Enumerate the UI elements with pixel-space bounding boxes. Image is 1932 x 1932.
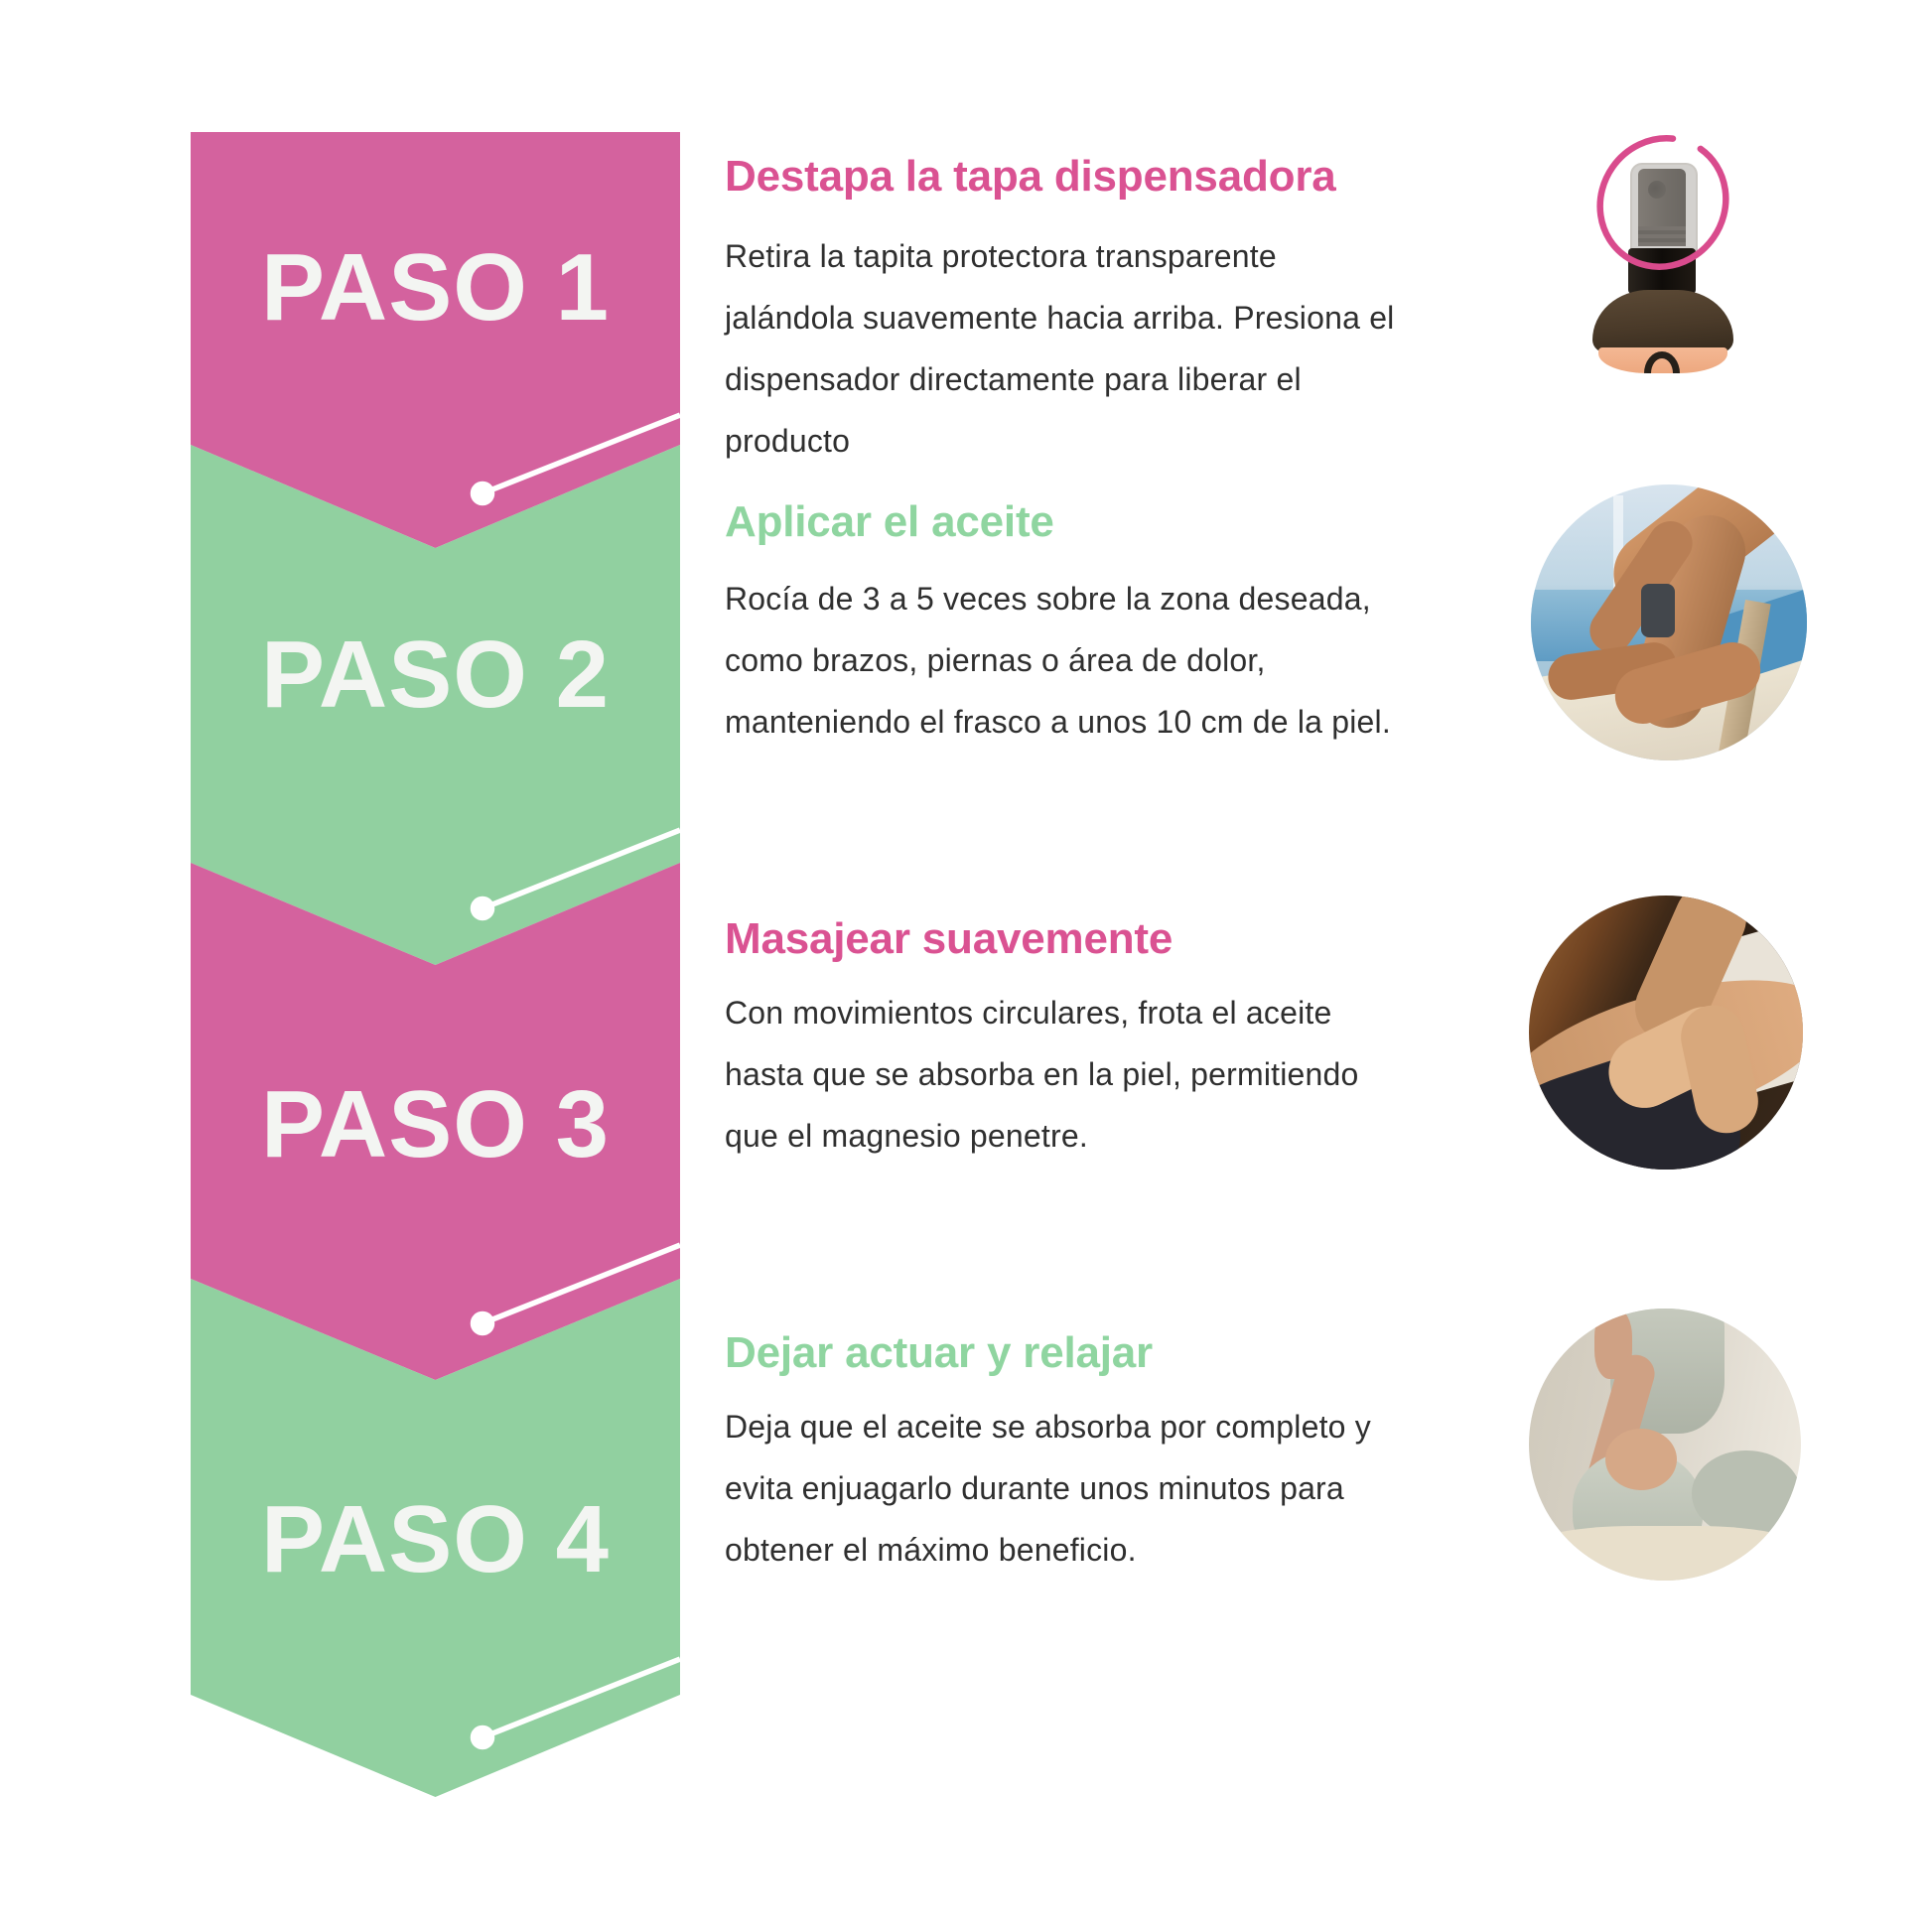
- paso-4-label: PASO 4: [261, 1486, 610, 1592]
- step-1-line-2: jalándola suavemente hacia arriba. Presiona el: [725, 300, 1395, 336]
- connector-dot-1: [474, 484, 492, 503]
- step-1-description: [725, 225, 1499, 472]
- step-3-line-1: Con movimientos circulares, frota el aceite: [725, 995, 1332, 1031]
- step-4-line-1: Deja que el aceite se absorba por completo y: [725, 1409, 1371, 1445]
- paso-1-label: PASO 1: [261, 234, 610, 341]
- step-2-line-2: como brazos, piernas o área de dolor,: [725, 642, 1266, 678]
- photo-mudra-hand: [1605, 1429, 1677, 1490]
- connector-line-3: [483, 1245, 680, 1323]
- spray-bottle-image: [1588, 141, 1737, 374]
- step-1-title: Destapa la tapa dispensadora: [725, 152, 1336, 201]
- step-4-title: Dejar actuar y relajar: [725, 1328, 1153, 1377]
- step-2-title: Aplicar el aceite: [725, 497, 1054, 546]
- step-3-photo-massage: [1529, 896, 1803, 1170]
- paso-2-label: PASO 2: [261, 621, 610, 728]
- bottle-shoulder: [1592, 290, 1733, 353]
- pink-circle-annotation: [1579, 125, 1747, 284]
- connector-dot-3: [474, 1314, 492, 1333]
- step-2-photo-legs-pool: [1531, 484, 1807, 760]
- photo-knee-right: [1692, 1450, 1801, 1538]
- step-2-description: [725, 568, 1499, 753]
- connector-line-2: [483, 830, 680, 908]
- step-1-line-4: producto: [725, 423, 851, 459]
- bottle-label: [1598, 347, 1727, 373]
- step-3-line-3: que el magnesio penetre.: [725, 1118, 1088, 1154]
- connector-line-1: [483, 415, 680, 493]
- step-4-photo-meditation: [1529, 1309, 1801, 1581]
- photo-blanket: [1529, 1526, 1801, 1581]
- step-4-line-3: obtener el máximo beneficio.: [725, 1532, 1137, 1568]
- photo-spray-bottle: [1641, 584, 1675, 637]
- step-1-line-1: Retira la tapita protectora transparente: [725, 238, 1277, 274]
- step-2-line-1: Rocía de 3 a 5 veces sobre la zona deseada,: [725, 581, 1371, 617]
- bottle-label-glyph: [1644, 351, 1680, 373]
- step-3-description: [725, 982, 1499, 1167]
- paso-3-label: PASO 3: [261, 1071, 610, 1177]
- connector-dot-4: [474, 1728, 492, 1747]
- step-2-line-3: manteniendo el frasco a unos 10 cm de la piel.: [725, 704, 1391, 740]
- connector-dot-2: [474, 899, 492, 918]
- step-4-line-2: evita enjuagarlo durante unos minutos para: [725, 1470, 1344, 1506]
- step-4-description: [725, 1396, 1499, 1581]
- connector-line-4: [483, 1659, 680, 1737]
- step-3-line-2: hasta que se absorba en la piel, permitiendo: [725, 1056, 1359, 1092]
- step-3-title: Masajear suavemente: [725, 914, 1173, 963]
- step-1-line-3: dispensador directamente para liberar el: [725, 361, 1302, 397]
- step-timeline: [191, 132, 680, 1797]
